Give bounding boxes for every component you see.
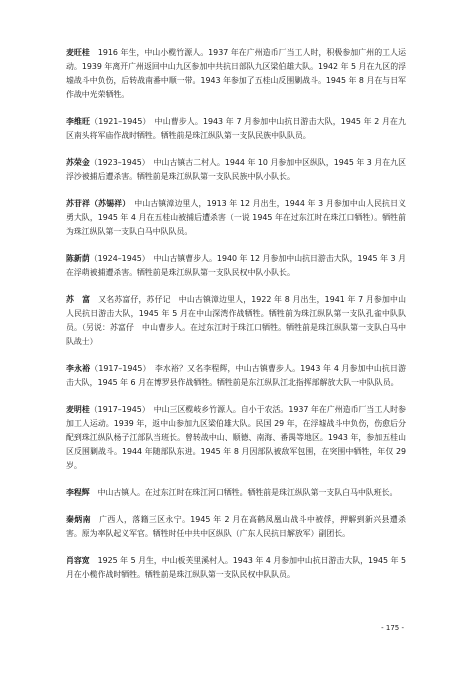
biography-entry (66, 554, 406, 582)
biography-text: 又名苏富仔，苏仔记 中山古镇漳边里人，1922 年 8 月出生，1941 年 7 月参加中山人民抗日游击大队，1945 年 5 月在中山深湾作战牺牲。牺牲前为珠江纵队第一支队孔雀中队队员。（另说：苏富仔 中山曹步人。在过东江时于珠江口牺牲。牺牲前是珠江纵队第一支队白马中队战士） (66, 294, 406, 346)
biography-entry (66, 486, 406, 500)
biography-text: （1924–1945） 中山古镇曹步人。1940 年 12 月参加中山抗日游击大队，1945 年 3 月在浮萌被捕遭杀害。牺牲前是珠江纵队第一支队民权中队小队长。 (66, 253, 406, 277)
person-name: 李永裕 (66, 363, 91, 373)
person-name: 陈新荫 (66, 253, 90, 263)
biography-entry (66, 46, 406, 102)
biography-entry (66, 197, 406, 239)
document-body (66, 38, 406, 595)
biography-text: （1921–1945） 中山曹步人。1943 年 7 月参加中山抗日游击大队，1945 年 2 月在九区南头将军庙作战时牺牲。牺牲前是珠江纵队第一支队民族中队队员。 (66, 116, 406, 140)
biography-text: 广西人，落籍三区永宁。1945 年 2 月在高鹤凤凰山战斗中被俘，押解到新兴县遭杀害。原为率队起义军官。牺牲时任中共中区纵队（广东人民抗日解放军）副团长。 (66, 514, 406, 538)
biography-entry (66, 252, 406, 280)
biography-entry (66, 156, 406, 184)
biography-text: （1917–1945） 李水裕？又名李程辉，中山古镇曹步人。1943 年 4 月参加中山抗日游击大队，1945 年 6 月在博罗县作战牺牲。牺牲前是东江纵队江北指挥部解放大队一中队队员。 (66, 363, 406, 387)
biography-entry (66, 403, 406, 473)
biography-text: （1917–1945） 中山三区榄岐乡竹源人。自小于农活。1937 年在广州造币厂当工人时参加工人运动。1939 年，返中山参加九区梁伯雄大队。民国 29 年，在浮墟战斗中负伤，伤愈后分配到珠江纵队杨子江部队当班长。曾转战中山、顺德、南海、番禺等地区。1943 年，参加五桂山区反围剿战斗。1944 年随部队东进。1945 年 8 月因部队被敌军包围，在突围中牺牲，年仅 29 岁。 (66, 404, 406, 470)
biography-entry (66, 513, 406, 541)
biography-entry (66, 115, 406, 143)
person-name: 苏苷祥（苏锡祥） (66, 198, 127, 208)
person-name: 麦明桂 (66, 404, 90, 414)
biography-entry (66, 293, 406, 349)
biography-text: 中山古镇人。在过东江时在珠江河口牺牲。牺牲前是珠江纵队第一支队白马中队班长。 (89, 487, 398, 497)
biography-entry (66, 362, 406, 390)
biography-text: 中山古镇漳边里人，1913 年 12 月出生，1944 年 3 月参加中山人民抗日义勇大队，1945 年 4 月在五桂山被捕后遭杀害（一说 1945 年在过东江时在珠江口牺牲）。牺牲前为珠江纵队第一支队白马中队队员。 (66, 198, 406, 236)
biography-text: （1923–1945） 中山古镇古二村人。1944 年 10 月参加中区纵队，1945 年 3 月在九区浮沙被捕后遭杀害。牺牲前是珠江纵队第一支队民族中队小队长。 (66, 157, 406, 181)
person-name: 秦炳南 (66, 514, 91, 524)
person-name: 苏 富 (66, 294, 91, 304)
person-name: 苏荣金 (66, 157, 90, 167)
person-name: 李维旺 (66, 116, 91, 126)
biography-text: 1925 年 5 月生，中山板芙里溪村人。1943 年 4 月参加中山抗日游击大队，1945 年 5 月在小榄作战时牺牲。牺牲前是珠江纵队第一支队民权中队队员。 (66, 555, 406, 579)
biography-text: 1916 年生，中山小榄竹源人。1937 年在广州造币厂当工人时，积极参加广州的工人运动。1939 年离开广州返回中山九区参加中共抗日部队九区梁伯雄大队。1942 年 5 月在九区的浮墟战斗中负伤，后转战南番中顺一带。1943 年参加了五桂山反围剿战斗。1945 年 8 月在与日军作战中光荣牺牲。 (66, 47, 406, 99)
person-name: 肖容宽 (66, 555, 90, 565)
page-number: - 175 - (381, 624, 404, 632)
person-name: 李程辉 (66, 487, 90, 497)
person-name: 麦旺桂 (66, 47, 90, 57)
